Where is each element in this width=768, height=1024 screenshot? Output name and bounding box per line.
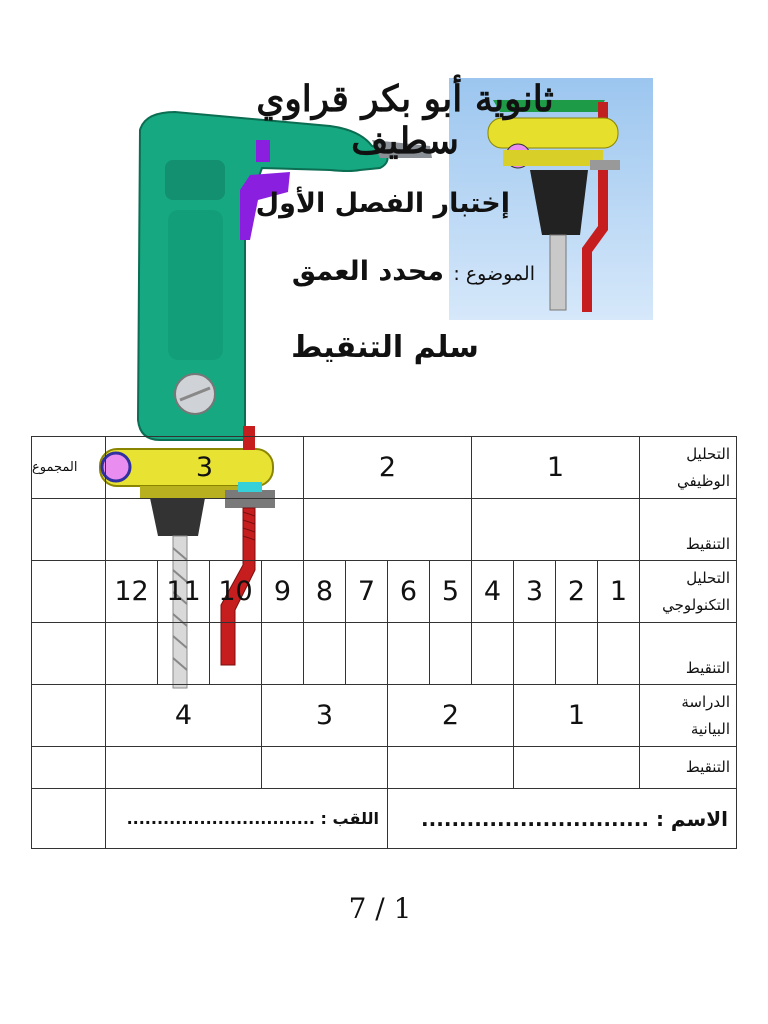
grading-cell[interactable]	[514, 623, 556, 685]
grading-cell[interactable]	[262, 623, 304, 685]
grading-cell[interactable]	[472, 623, 514, 685]
subject-value: محدد العمق	[291, 256, 444, 287]
grading-cell[interactable]	[304, 623, 346, 685]
functional-item-2: 2	[304, 437, 472, 499]
grading-cell[interactable]	[32, 499, 106, 561]
table-row-technological	[32, 561, 737, 623]
grading-table	[31, 436, 737, 849]
grading-label: التنقيط	[640, 747, 737, 789]
table-row-functional-grading	[32, 499, 737, 561]
tech-item: 12	[106, 561, 158, 623]
graphic-item-1: 1	[514, 685, 640, 747]
functional-item-3: 3	[106, 437, 304, 499]
subject-label: الموضوع :	[453, 263, 535, 285]
functional-analysis-label: التحليل الوظيفي	[640, 437, 737, 499]
exam-title: إختبار الفصل الأول	[255, 188, 510, 219]
grading-cell[interactable]	[106, 499, 304, 561]
table-row-identity	[32, 789, 737, 849]
grading-cell[interactable]	[388, 747, 514, 789]
table-row-functional	[32, 437, 737, 499]
grading-cell[interactable]	[598, 623, 640, 685]
grading-cell[interactable]	[388, 623, 430, 685]
table-row-graphic	[32, 685, 737, 747]
grading-cell[interactable]	[32, 623, 106, 685]
grading-scale-title: سلم التنقيط	[291, 330, 479, 365]
technological-analysis-label: التحليل التكنولوجي	[640, 561, 737, 623]
tech-item: 1	[598, 561, 640, 623]
graphic-item-4: 4	[106, 685, 262, 747]
school-name: ثانوية أبو بكر قراوي سطيف	[256, 78, 554, 162]
total-cell[interactable]	[32, 561, 106, 623]
total-cell[interactable]	[32, 789, 106, 849]
tech-item: 11	[158, 561, 210, 623]
tech-item: 5	[430, 561, 472, 623]
tech-item: 4	[472, 561, 514, 623]
tech-item: 7	[346, 561, 388, 623]
graphic-item-2: 2	[388, 685, 514, 747]
tech-item: 8	[304, 561, 346, 623]
grading-label: التنقيط	[640, 499, 737, 561]
page-number: 7 / 1	[348, 892, 412, 925]
grading-cell[interactable]	[106, 623, 158, 685]
name-field[interactable]: الاسم : ..............................	[388, 789, 737, 849]
grading-cell[interactable]	[210, 623, 262, 685]
graphic-item-3: 3	[262, 685, 388, 747]
grading-cell[interactable]	[556, 623, 598, 685]
tech-item: 2	[556, 561, 598, 623]
tech-item: 10	[210, 561, 262, 623]
total-label: المجموع	[32, 437, 106, 499]
tech-item: 6	[388, 561, 430, 623]
total-cell[interactable]	[32, 685, 106, 747]
grading-cell[interactable]	[472, 499, 640, 561]
table-row-graphic-grading	[32, 747, 737, 789]
grading-cell[interactable]	[430, 623, 472, 685]
surname-field[interactable]: اللقب : ...............................	[106, 789, 388, 849]
grading-cell[interactable]	[304, 499, 472, 561]
tech-item: 9	[262, 561, 304, 623]
grading-cell[interactable]	[346, 623, 388, 685]
grading-cell[interactable]	[106, 747, 262, 789]
graphic-study-label: الدراسة البيانية	[640, 685, 737, 747]
subject-line	[235, 256, 535, 287]
functional-item-1: 1	[472, 437, 640, 499]
tech-item: 3	[514, 561, 556, 623]
grading-cell[interactable]	[158, 623, 210, 685]
grading-cell[interactable]	[514, 747, 640, 789]
grading-cell[interactable]	[32, 747, 106, 789]
grading-cell[interactable]	[262, 747, 388, 789]
table-row-tech-grading	[32, 623, 737, 685]
grading-label: التنقيط	[640, 623, 737, 685]
